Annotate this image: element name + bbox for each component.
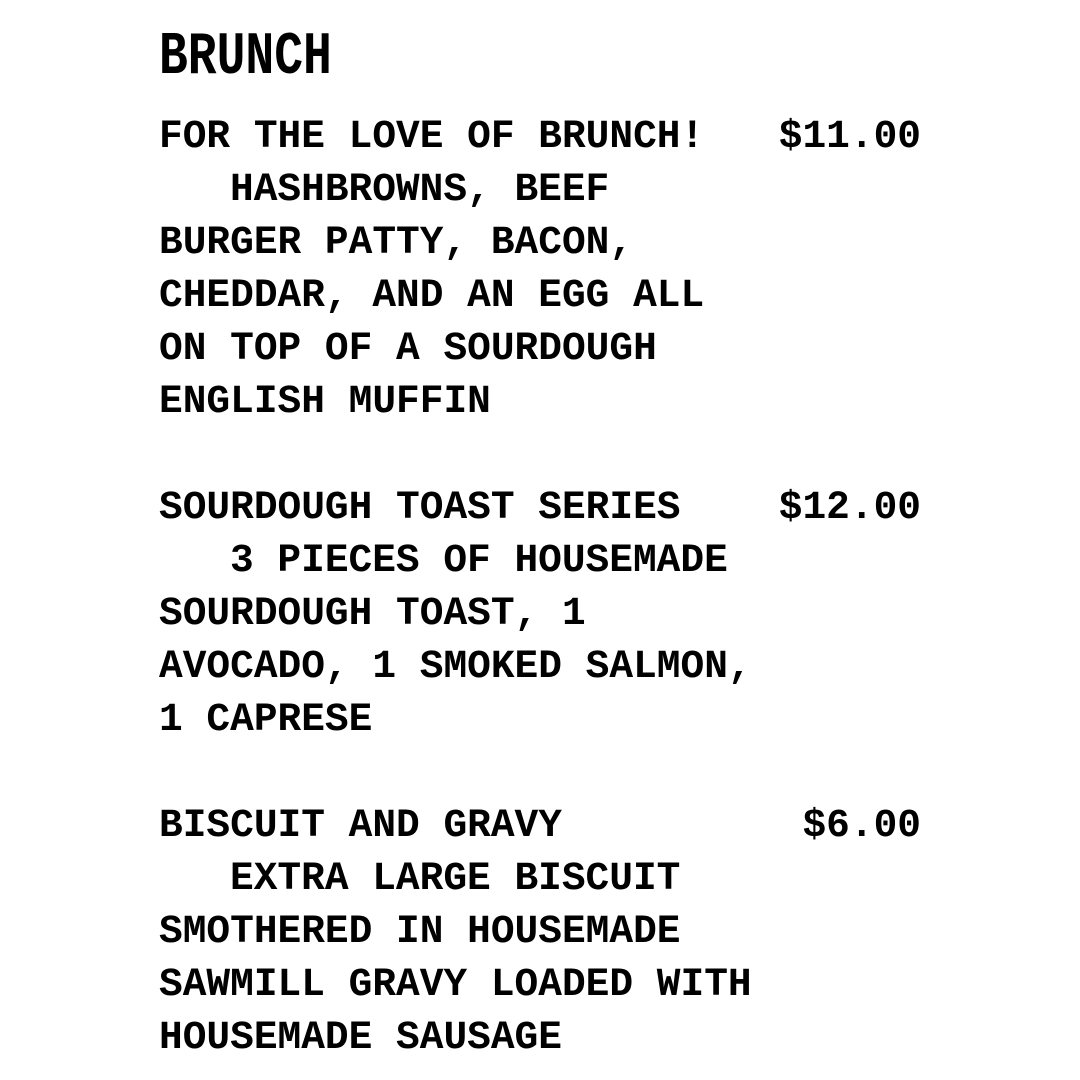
menu-item-name: BISCUIT AND GRAVY	[159, 803, 562, 848]
menu-item-description: HASHBROWNS, BEEF BURGER PATTY, BACON, CHEDDAR, AND AN EGG ALL ON TOP OF A SOURDOUGH ENGLISH MUFFIN	[159, 167, 705, 424]
menu-item-name: SOURDOUGH TOAST SERIES	[159, 485, 681, 530]
menu-item-price: $12.00	[778, 485, 921, 530]
menu-item-description: 3 PIECES OF HOUSEMADE SOURDOUGH TOAST, 1 AVOCADO, 1 SMOKED SALMON, 1 CAPRESE	[159, 538, 752, 742]
menu-item-name: FOR THE LOVE OF BRUNCH!	[159, 114, 705, 159]
menu-item-price: $6.00	[802, 803, 921, 848]
menu-section-title: BRUNCH	[159, 24, 332, 92]
menu-item-price: $11.00	[778, 114, 921, 159]
menu-item-description: EXTRA LARGE BISCUIT SMOTHERED IN HOUSEMADE SAWMILL GRAVY LOADED WITH HOUSEMADE SAUSAGE	[159, 856, 752, 1060]
